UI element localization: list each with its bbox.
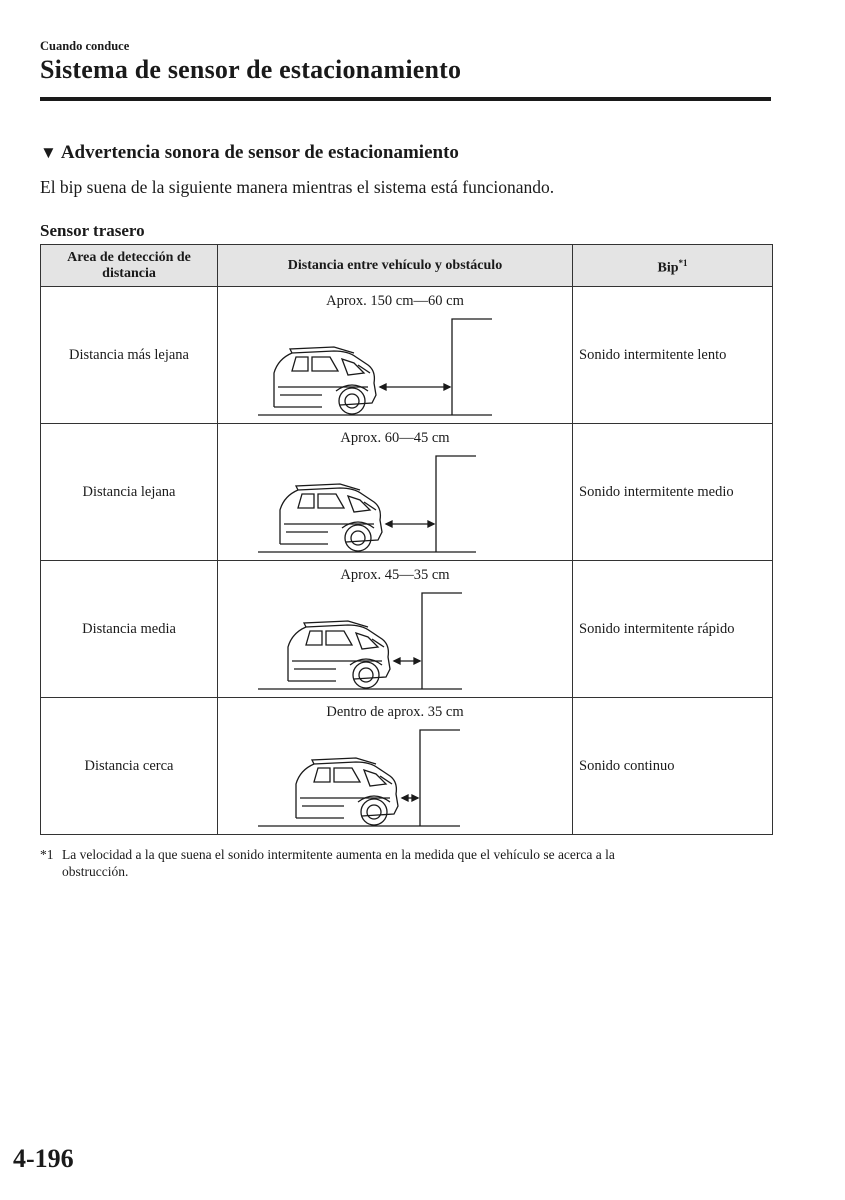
page-title: Sistema de sensor de estacionamiento — [40, 55, 462, 84]
area-cell: Distancia lejana — [41, 424, 218, 561]
car-rear-illustration — [218, 698, 573, 834]
area-cell: Distancia cerca — [41, 698, 218, 835]
table-row — [41, 287, 773, 424]
distance-cell — [218, 287, 573, 424]
car-rear-illustration — [218, 424, 573, 560]
footnote-mark: *1 — [40, 847, 54, 862]
header-area: Area de detección de distancia — [41, 245, 218, 287]
beep-cell: Sonido intermitente medio — [573, 424, 773, 561]
page-number: 4-196 — [13, 1144, 74, 1173]
area-cell: Distancia media — [41, 561, 218, 698]
distance-label: Aprox. 60—45 cm — [340, 430, 450, 446]
intro-text: El bip suena de la siguiente manera mientras el sistema está funcionando. — [40, 177, 555, 197]
beep-cell: Sonido intermitente lento — [573, 287, 773, 424]
distance-cell — [218, 698, 573, 835]
table-row — [41, 698, 773, 835]
header-beep-label: Bip — [657, 260, 679, 276]
distance-cell — [218, 561, 573, 698]
header-distance: Distancia entre vehículo y obstáculo — [218, 245, 573, 287]
footnote-text-line2: obstrucción. — [62, 864, 129, 879]
table-header-row — [41, 245, 773, 287]
distance-label: Dentro de aprox. 35 cm — [326, 704, 464, 720]
title-rule — [40, 97, 771, 101]
distance-label: Aprox. 150 cm—60 cm — [326, 293, 464, 309]
subsection-heading — [40, 142, 459, 164]
beep-table — [40, 244, 773, 835]
distance-label: Aprox. 45—35 cm — [340, 567, 450, 583]
footnote-text-line1: La velocidad a la que suena el sonido intermitente aumenta en la medida que el vehículo se acerca a la — [62, 847, 615, 862]
car-rear-illustration — [218, 287, 573, 423]
subsection-heading-text: Advertencia sonora de sensor de estacionamiento — [60, 142, 459, 163]
car-rear-illustration — [218, 561, 573, 697]
area-cell: Distancia más lejana — [41, 287, 218, 424]
header-beep — [573, 245, 773, 287]
triangle-marker-icon: ▼ — [40, 143, 57, 162]
distance-cell — [218, 424, 573, 561]
footnote — [40, 846, 740, 880]
table-row — [41, 561, 773, 698]
header-beep-note: *1 — [678, 257, 688, 268]
beep-cell: Sonido continuo — [573, 698, 773, 835]
table-caption: Sensor trasero — [40, 221, 145, 240]
beep-cell: Sonido intermitente rápido — [573, 561, 773, 698]
section-label: Cuando conduce — [40, 39, 130, 53]
table-row — [41, 424, 773, 561]
